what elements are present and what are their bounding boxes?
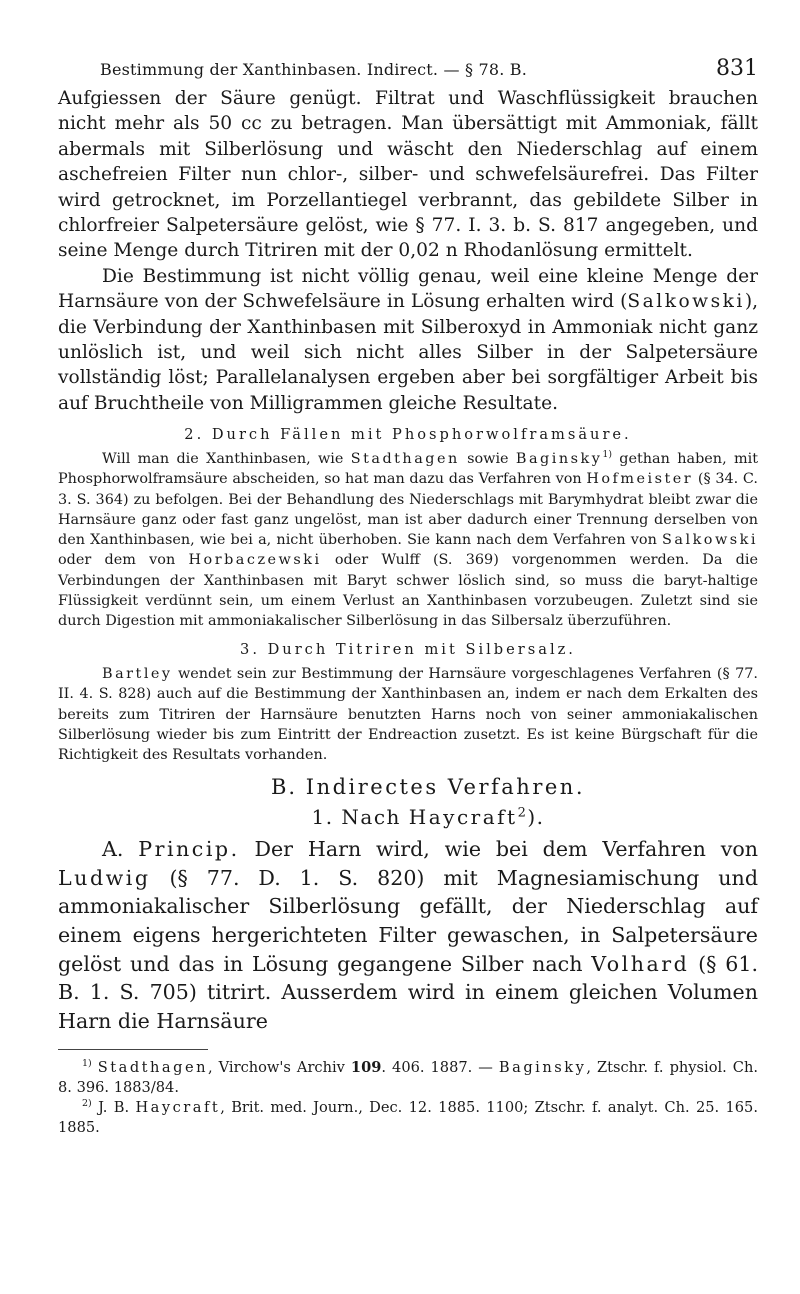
text-run: , Virchow's Archiv (208, 1059, 351, 1077)
author-name: Horbaczewski (188, 552, 322, 569)
section-heading-phosphotungstic: 2. Durch Fällen mit Phosphorwolframsäure. (184, 426, 632, 444)
paragraph-principle (58, 835, 758, 1035)
section-title: Indirectes Verfahren. (305, 775, 585, 800)
text-run: A. (102, 837, 139, 862)
text-run: Will man die Xanthinbasen, wie (102, 451, 351, 468)
label-principle: Princip. (138, 837, 240, 862)
author-name: Haycraft (408, 805, 518, 830)
author-name: Hofmeister (586, 471, 694, 488)
author-name: Salkowski (627, 291, 745, 313)
footnote-marker: 1) (82, 1058, 92, 1070)
text-run: Der Harn wird, wie bei dem Verfahren von (239, 837, 758, 862)
author-name: Salkowski (662, 532, 758, 549)
author-name: Baginsky (515, 451, 603, 468)
running-header (58, 58, 758, 86)
footnote-marker: 2 (517, 805, 528, 821)
text-run: ), die Verbindung der Xanthinbasen mit Silberoxyd in Ammoniak nicht ganz unlöslich ist, und weil sich nicht alles Silber in der Salpetersäure vollständig löst; Parallelanalysen ergeben aber bei sorgfältiger Arbeit bis auf Bruchtheile von Milligrammen gleiche Resultate. (58, 291, 758, 414)
footnote-divider (58, 1049, 208, 1050)
running-title: Bestimmung der Xanthinbasen. Indirect. — § 78. B. (100, 60, 528, 79)
section-letter: B. (270, 775, 306, 800)
text-run: , Ztschr. f. physiol. Ch. 8. 396. 1883/84. (58, 1059, 759, 1097)
paragraph-accuracy (58, 264, 758, 416)
text-run: ). (527, 805, 545, 830)
author-name: Wulff (381, 552, 420, 569)
paragraph-titration (58, 664, 758, 765)
text-run: . 406. 1887. — (381, 1059, 499, 1077)
text-run: (§ 34. C. 3. S. 364) zu befolgen. Bei der Behandlung des Niederschlags mit Barymhydrat bleibt zwar die Harnsäure ganz oder fast ganz ungelöst, man ist aber dadurch einer Trennung derselben von den Xanthinbasen, wie bei a, nicht überhoben. Sie kann nach dem Verfahren von (58, 471, 758, 549)
text-run: gethan haben, mit Phosphorwolframsäure abscheiden, so hat man dazu das Verfahren von (58, 451, 758, 488)
text-run: J. B. (91, 1099, 136, 1117)
text-run: sowie (459, 451, 516, 468)
author-name: Ludwig (58, 865, 151, 890)
paragraph-phosphotungstic (58, 449, 758, 631)
footnote-2 (58, 1098, 758, 1138)
text-run: (§ 77. D. 1. S. 820) mit Magnesiamischung und ammoniakalischer Silberlösung gefällt, der Niederschlag auf einem eigens hergerichteten Filter gewaschen, in Salpetersäure gelöst und das in Lösung gegangene Silber nach (58, 865, 758, 976)
author-name: Baginsky (498, 1059, 587, 1077)
author-name: Stadthagen (97, 1059, 208, 1077)
volume-number: 109 (350, 1059, 382, 1077)
section-heading-indirect (58, 775, 758, 799)
text-run: oder dem von (58, 552, 189, 569)
footnote-marker: 1) (602, 449, 612, 461)
text-run: Die Bestimmung ist nicht völlig genau, weil eine kleine Menge der Harnsäure von der Schwefelsäure in Lösung erhalten wird ( (58, 265, 758, 313)
text-run: (S. 369) vorgenommen werden. Da die Verbindungen der Xanthinbasen mit Baryt schwer löslich sind, so muss die baryt-haltige Flüssigkeit verdünnt sein, um einem Verlust an Xanthinbasen vorzubeugen. Zuletzt sind sie durch Digestion mit ammoniakalischer Silberlösung in das Silbersalz überzuführen. (58, 552, 758, 629)
footnote-marker: 2) (82, 1098, 92, 1110)
text-run: wendet sein zur Bestimmung der Harnsäure vorgeschlagenes Verfahren (§ 77. II. 4. S. 828) auch auf die Bestimmung der Xanthinbasen an, indem er nach dem Erkalten des bereits zum Titriren der Harnsäure benutzten Harns noch von seiner ammoniakalischen Silberlösung wieder bis zum Eintritt der Endreaction zusetzt. Es ist keine Bürgschaft für die Richtigkeit des Resultats vorhanden. (58, 666, 758, 763)
subsection-heading-haycraft (58, 805, 758, 829)
footnotes (58, 1058, 758, 1138)
author-name: Haycraft (135, 1099, 221, 1117)
book-page (58, 58, 758, 1138)
text-run: , Brit. med. Journ., Dec. 12. 1885. 1100; Ztschr. f. analyt. Ch. 25. 165. 1885. (58, 1099, 758, 1137)
text-run: 1. Nach (311, 805, 409, 830)
author-name: Bartley (102, 666, 173, 683)
section-heading-titration: 3. Durch Titriren mit Silbersalz. (240, 641, 576, 659)
text-run: (§ 61. B. 1. S. 705) titrirt. Ausserdem wird in einem gleichen Volumen Harn die Harnsäure (58, 951, 758, 1033)
paragraph-filtration: Aufgiessen der Säure genügt. Filtrat und Waschflüssigkeit brauchen nicht mehr als 50 cc zu betragen. Man übersättigt mit Ammoniak, fällt abermals mit Silberlösung und wäscht den Niederschlag auf einem aschefreien Filter nun chlor-, silber- und schwefelsäurefrei. Das Filter wird getrocknet, im Porzellantiegel verbrannt, das gebildete Silber in chlorfreier Salpetersäure gelöst, wie § 77. I. 3. b. S. 817 angegeben, und seine Menge durch Titriren mit der 0,02 n Rhodanlösung ermittelt. (58, 88, 758, 262)
footnote-1 (58, 1058, 758, 1098)
author-name: Volhard (591, 951, 690, 976)
page-number: 831 (716, 56, 758, 81)
text-run: oder (321, 552, 382, 569)
author-name: Stadthagen (350, 451, 460, 468)
